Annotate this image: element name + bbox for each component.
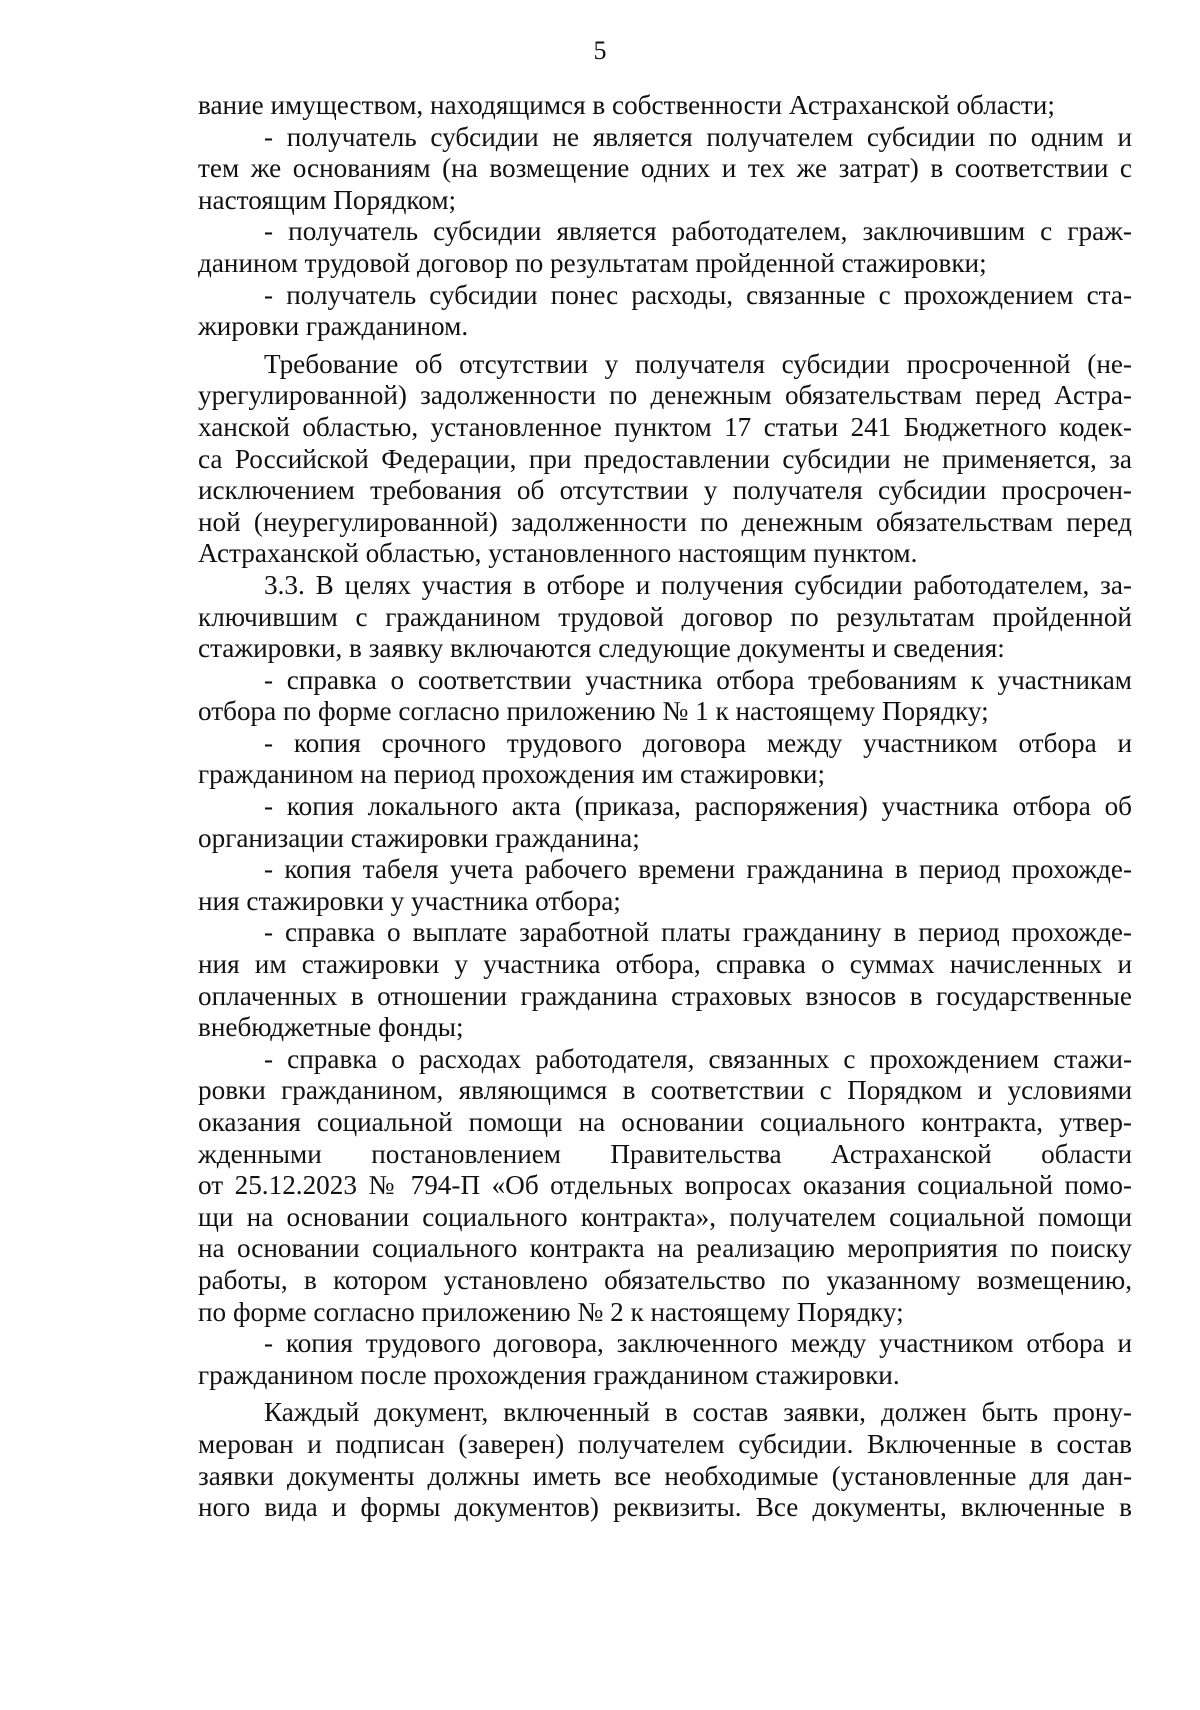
text-line: - копия локального акта (приказа, распоряжения) участника отбора об: [264, 791, 1132, 822]
text-line: отбора по форме согласно приложению № 1 к настоящему Порядку;: [198, 696, 989, 727]
text-line: - справка о расходах работодателя, связанных с прохождением стажи-: [264, 1043, 1132, 1074]
text-line: ного вида и формы документов) реквизиты. Все документы, включенные в: [198, 1492, 1132, 1523]
text-line: 3.3. В целях участия в отборе и получения субсидии работодателем, за-: [264, 569, 1132, 600]
text-line: - копия срочного трудового договора между участником отбора и: [264, 727, 1132, 758]
text-line: вание имуществом, находящимся в собственности Астраханской области;: [198, 90, 1055, 120]
text-line: гражданином на период прохождения им стажировки;: [198, 759, 826, 790]
text-line: - получатель субсидии не является получателем субсидии по одним и: [264, 121, 1132, 152]
text-line: на основании социального контракта на реализацию мероприятия по поиску: [198, 1233, 1132, 1264]
text-line: тем же основаниям (на возмещение одних и тех же затрат) в соответствии с: [198, 153, 1132, 184]
text-line: ния стажировки у участника отбора;: [198, 885, 621, 916]
text-line: урегулированной) задолженности по денежным обязательствам перед Астра-: [198, 380, 1132, 411]
text-line: организации стажировки гражданина;: [198, 822, 640, 853]
text-line: исключением требования об отсутствии у получателя субсидии просрочен-: [198, 475, 1132, 506]
text-line: са Российской Федерации, при предоставлении субсидии не применяется, за: [198, 443, 1132, 474]
text-line: - справка о выплате заработной платы гражданину в период прохожде-: [264, 917, 1132, 948]
text-line: внебюджетные фонды;: [198, 1012, 464, 1043]
document-body: [198, 90, 1132, 1524]
text-line: заявки документы должны иметь все необходимые (установленные для дан-: [198, 1460, 1132, 1491]
text-line: ной (неурегулированной) задолженности по денежным обязательствам перед: [198, 506, 1132, 537]
text-line: жденными постановлением Правительства Астраханской области: [198, 1138, 1132, 1169]
text-line: - получатель субсидии является работодателем, заключившим с граж-: [264, 216, 1132, 247]
text-line: - справка о соответствии участника отбора требованиям к участникам: [264, 664, 1132, 695]
text-line: - копия трудового договора, заключенного между участником отбора и: [264, 1328, 1132, 1359]
text-line: ровки гражданином, являющимся в соответствии с Порядком и условиями: [198, 1075, 1132, 1106]
text-line: Каждый документ, включенный в состав заявки, должен быть прону-: [264, 1397, 1132, 1428]
text-line: - копия табеля учета рабочего времени гражданина в период прохожде-: [264, 854, 1132, 885]
text-line: мерован и подписан (заверен) получателем субсидии. Включенные в состав: [198, 1428, 1132, 1459]
text-line: щи на основании социального контракта», получателем социальной помощи: [198, 1201, 1132, 1232]
text-line: настоящим Порядком;: [198, 184, 457, 215]
text-line: данином трудовой договор по результатам пройденной стажировки;: [198, 247, 987, 278]
text-line: - получатель субсидии понес расходы, связанные с прохождением ста-: [264, 279, 1132, 310]
text-line: работы, в котором установлено обязательство по указанному возмещению,: [198, 1264, 1132, 1295]
text-line: стажировки, в заявку включаются следующие документы и сведения:: [198, 633, 1005, 664]
text-line: Астраханской областью, установленного настоящим пунктом.: [198, 538, 918, 569]
text-line: Требование об отсутствии у получателя субсидии просроченной (не-: [264, 348, 1132, 379]
text-line: от 25.12.2023 № 794-П «Об отдельных вопросах оказания социальной помо-: [198, 1170, 1132, 1201]
text-line: ключившим с гражданином трудовой договор по результатам пройденной: [198, 601, 1132, 632]
text-line: ния им стажировки у участника отбора, справка о суммах начисленных и: [198, 949, 1132, 980]
text-line: жировки гражданином.: [198, 311, 469, 342]
page-number: 5: [593, 36, 607, 65]
text-line: гражданином после прохождения гражданином стажировки.: [198, 1359, 900, 1390]
text-line: ханской областью, установленное пунктом 17 статьи 241 Бюджетного кодек-: [198, 411, 1132, 442]
text-line: по форме согласно приложению № 2 к настоящему Порядку;: [198, 1296, 904, 1327]
text-line: оказания социальной помощи на основании социального контракта, утвер-: [198, 1107, 1132, 1137]
text-line: оплаченных в отношении гражданина страховых взносов в государственные: [198, 980, 1132, 1011]
